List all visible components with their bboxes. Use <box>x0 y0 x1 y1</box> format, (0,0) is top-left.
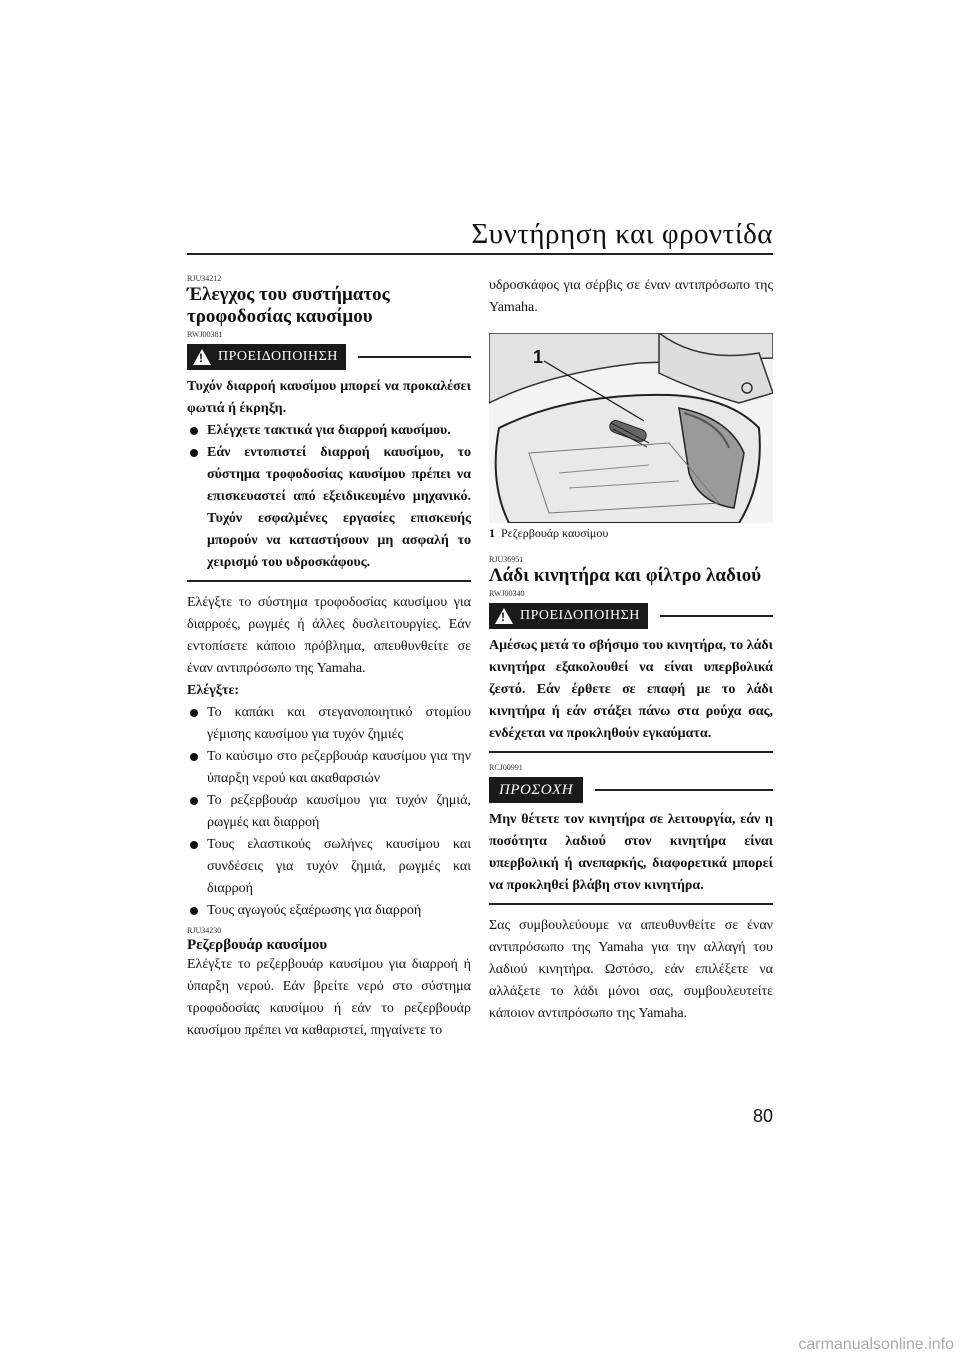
right-column <box>489 275 773 1025</box>
paragraph: Ελέγξτε το σύστημα τροφοδοσίας καυσίμου για διαρροές, ρωγμές ή άλλες δυσλειτουργίες. Εάν εντοπίσετε κάποιο πρόβλημα, απευθυνθείτε σε έναν αντιπρόσωπο της Yamaha. <box>187 595 471 676</box>
caption-text: Ρεζερβουάρ καυσίμου <box>501 526 609 540</box>
fuel-tank-figure <box>489 333 773 523</box>
caution-rule <box>595 789 773 791</box>
caution-code: RCJ00991 <box>489 763 523 772</box>
warning-end-rule <box>187 580 471 582</box>
warning-list <box>187 420 471 574</box>
paragraph: Ελέγξτε το ρεζερβουάρ καυσίμου για διαρροή ή ύπαρξη νερού. Εάν βρείτε νερό στο σύστημα τροφοδοσίας καυσίμου ή εάν το ρεζερβουάρ καυσίμου πρέπει να καθαριστεί, πηγαίνετε το <box>187 957 471 1038</box>
subsection-code: RJU34230 <box>187 926 222 935</box>
header-rule <box>187 253 773 255</box>
warning-end-rule <box>489 751 773 753</box>
caution-badge: ΠΡΟΣΟΧΗ <box>489 777 583 803</box>
warning-triangle-icon: ! <box>193 349 211 365</box>
warning-badge <box>187 344 346 370</box>
section-title-fuel-system: Έλεγχος του συστήματος τροφοδοσίας καυσίμου <box>187 284 390 327</box>
warning-badge <box>489 603 648 629</box>
warning-rule <box>660 615 773 617</box>
left-column <box>187 274 471 1042</box>
page-number: 80 <box>752 1106 773 1126</box>
warning-header <box>187 344 471 370</box>
warning-label: ΠΡΟΕΙΔΟΠΟΙΗΣΗ <box>520 608 640 623</box>
warning-header <box>489 603 773 629</box>
warning-code: RWJ00381 <box>187 330 223 339</box>
paragraph: Σας συμβουλεύουμε να απευθυνθείτε σε έναν αντιπρόσωπο της Yamaha για την αλλαγή του λαδιού κινητήρα. Ωστόσο, εάν επιλέξετε να αλλάξετε το λάδι μόνοι σας, συμβουλευτείτε κάποιον αντιπρόσωπο της Yamaha. <box>489 918 773 1021</box>
warning-item: Εάν εντοπιστεί διαρροή καυσίμου, το σύστημα τροφοδοσίας καυσίμου πρέπει να επισκευαστεί από εξειδικευμένο μηχανικό. Τυχόν εσφαλμένες εργασίες επισκευής μπορούν να καταστήσουν μη ασφαλή το χειρισμό του υδροσκάφους. <box>187 442 471 574</box>
warning-code: RWJ00340 <box>489 589 525 598</box>
check-item: Τους ελαστικούς σωλήνες καυσίμου και συνδέσεις για τυχόν ζημιά, ρωγμές και διαρροή <box>187 834 471 900</box>
section-code: RJU34212 <box>187 274 222 283</box>
figure-caption <box>489 525 773 541</box>
figure-callout-1: 1 <box>533 347 544 367</box>
subsection-title-fuel-tank: Ρεζερβουάρ καυσίμου <box>187 937 328 953</box>
warning-rule <box>358 356 471 358</box>
check-item: Το καύσιμο στο ρεζερβουάρ καυσίμου για την ύπαρξη νερού και ακαθαρσιών <box>187 746 471 790</box>
paragraph: υδροσκάφος για σέρβις σε έναν αντιπρόσωπο της Yamaha. <box>489 278 773 315</box>
check-list <box>187 702 471 922</box>
section-title-engine-oil: Λάδι κινητήρα και φίλτρο λαδιού <box>489 565 762 586</box>
fuel-tank-illustration <box>489 333 773 523</box>
caution-end-rule <box>489 903 773 905</box>
warning-item: Ελέγχετε τακτικά για διαρροή καυσίμου. <box>187 420 471 442</box>
section-code: RJU36951 <box>489 555 524 564</box>
warning-triangle-icon: ! <box>495 608 513 624</box>
warning-text: Αμέσως μετά το σβήσιμο του κινητήρα, το λάδι κινητήρα εξακολουθεί να είναι υπερβολικά ζεστό. Εάν έρθετε σε επαφή με το λάδι κινητήρα ή εάν στάξει πάνω στα ρούχα σας, ενδέχεται να προκληθούν εγκαύματα. <box>489 638 773 741</box>
check-label: Ελέγξτε: <box>187 683 240 698</box>
caption-number: 1 <box>489 526 495 540</box>
page-header-title: Συντήρηση και φροντίδα <box>471 218 773 250</box>
check-item: Τους αγωγούς εξαέρωσης για διαρροή <box>187 900 471 922</box>
check-item: Το καπάκι και στεγανοποιητικό στομίου γέμισης καυσίμου για τυχόν ζημιές <box>187 702 471 746</box>
watermark: carmanualsonline.info <box>798 1336 954 1353</box>
caution-header <box>489 777 773 803</box>
warning-label: ΠΡΟΕΙΔΟΠΟΙΗΣΗ <box>218 349 338 364</box>
check-item: Το ρεζερβουάρ καυσίμου για τυχόν ζημιά, ρωγμές και διαρροή <box>187 790 471 834</box>
caution-text: Μην θέτετε τον κινητήρα σε λειτουργία, εάν η ποσότητα λαδιού στον κινητήρα είναι υπερβολική ή ανεπαρκής, διαφορετικά μπορεί να προκληθεί βλάβη στον κινητήρα. <box>489 812 773 893</box>
warning-intro: Τυχόν διαρροή καυσίμου μπορεί να προκαλέσει φωτιά ή έκρηξη. <box>187 379 471 416</box>
